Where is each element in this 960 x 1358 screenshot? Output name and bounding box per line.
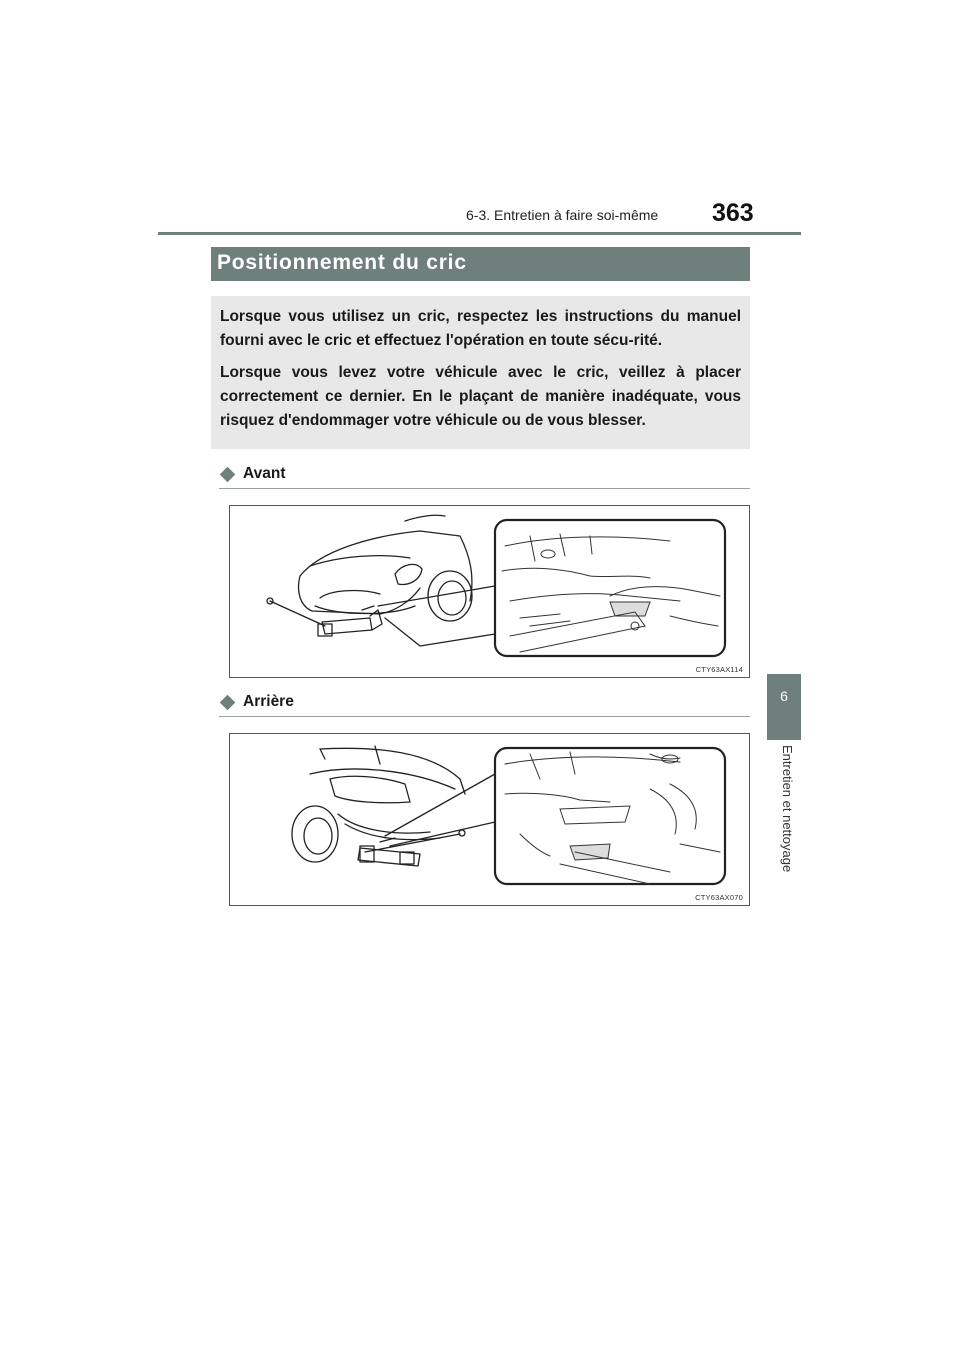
chapter-tab: [767, 674, 801, 740]
rear-jack-illustration: [230, 734, 751, 907]
page-title: Positionnement du cric: [217, 251, 467, 274]
diamond-bullet-icon: [220, 467, 236, 483]
intro-paragraph-1: Lorsque vous utilisez un cric, respectez les instructions du manuel fourni avec le cric et effectuez l'opération en toute sécu-rité.: [220, 308, 741, 349]
figure-rear-jack-point: [229, 733, 750, 906]
intro-paragraph-2: Lorsque vous levez votre véhicule avec le cric, veillez à placer correctement ce dernier. En le plaçant de manière inadéquate, vous risquez d'endommager votre véhicule ou de vous blesser.: [220, 364, 741, 429]
figure-front-jack-point: [229, 505, 750, 678]
chapter-number: 6: [780, 688, 788, 704]
figure-code: CTY63AX070: [695, 893, 743, 902]
subheading-label: Arrière: [243, 693, 294, 710]
section-path: 6-3. Entretien à faire soi-même: [466, 207, 659, 223]
title-bar: [211, 247, 750, 281]
page-number: 363: [712, 199, 754, 227]
intro-box: [211, 296, 750, 449]
header-rule: [158, 232, 801, 235]
subheading-label: Avant: [243, 465, 286, 482]
subheading-avant: [219, 464, 750, 489]
chapter-title: Entretien et nettoyage: [780, 745, 795, 873]
front-jack-illustration: [230, 506, 751, 679]
figure-code: CTY63AX114: [695, 665, 743, 674]
diamond-bullet-icon: [220, 695, 236, 711]
subheading-arriere: [219, 692, 750, 717]
